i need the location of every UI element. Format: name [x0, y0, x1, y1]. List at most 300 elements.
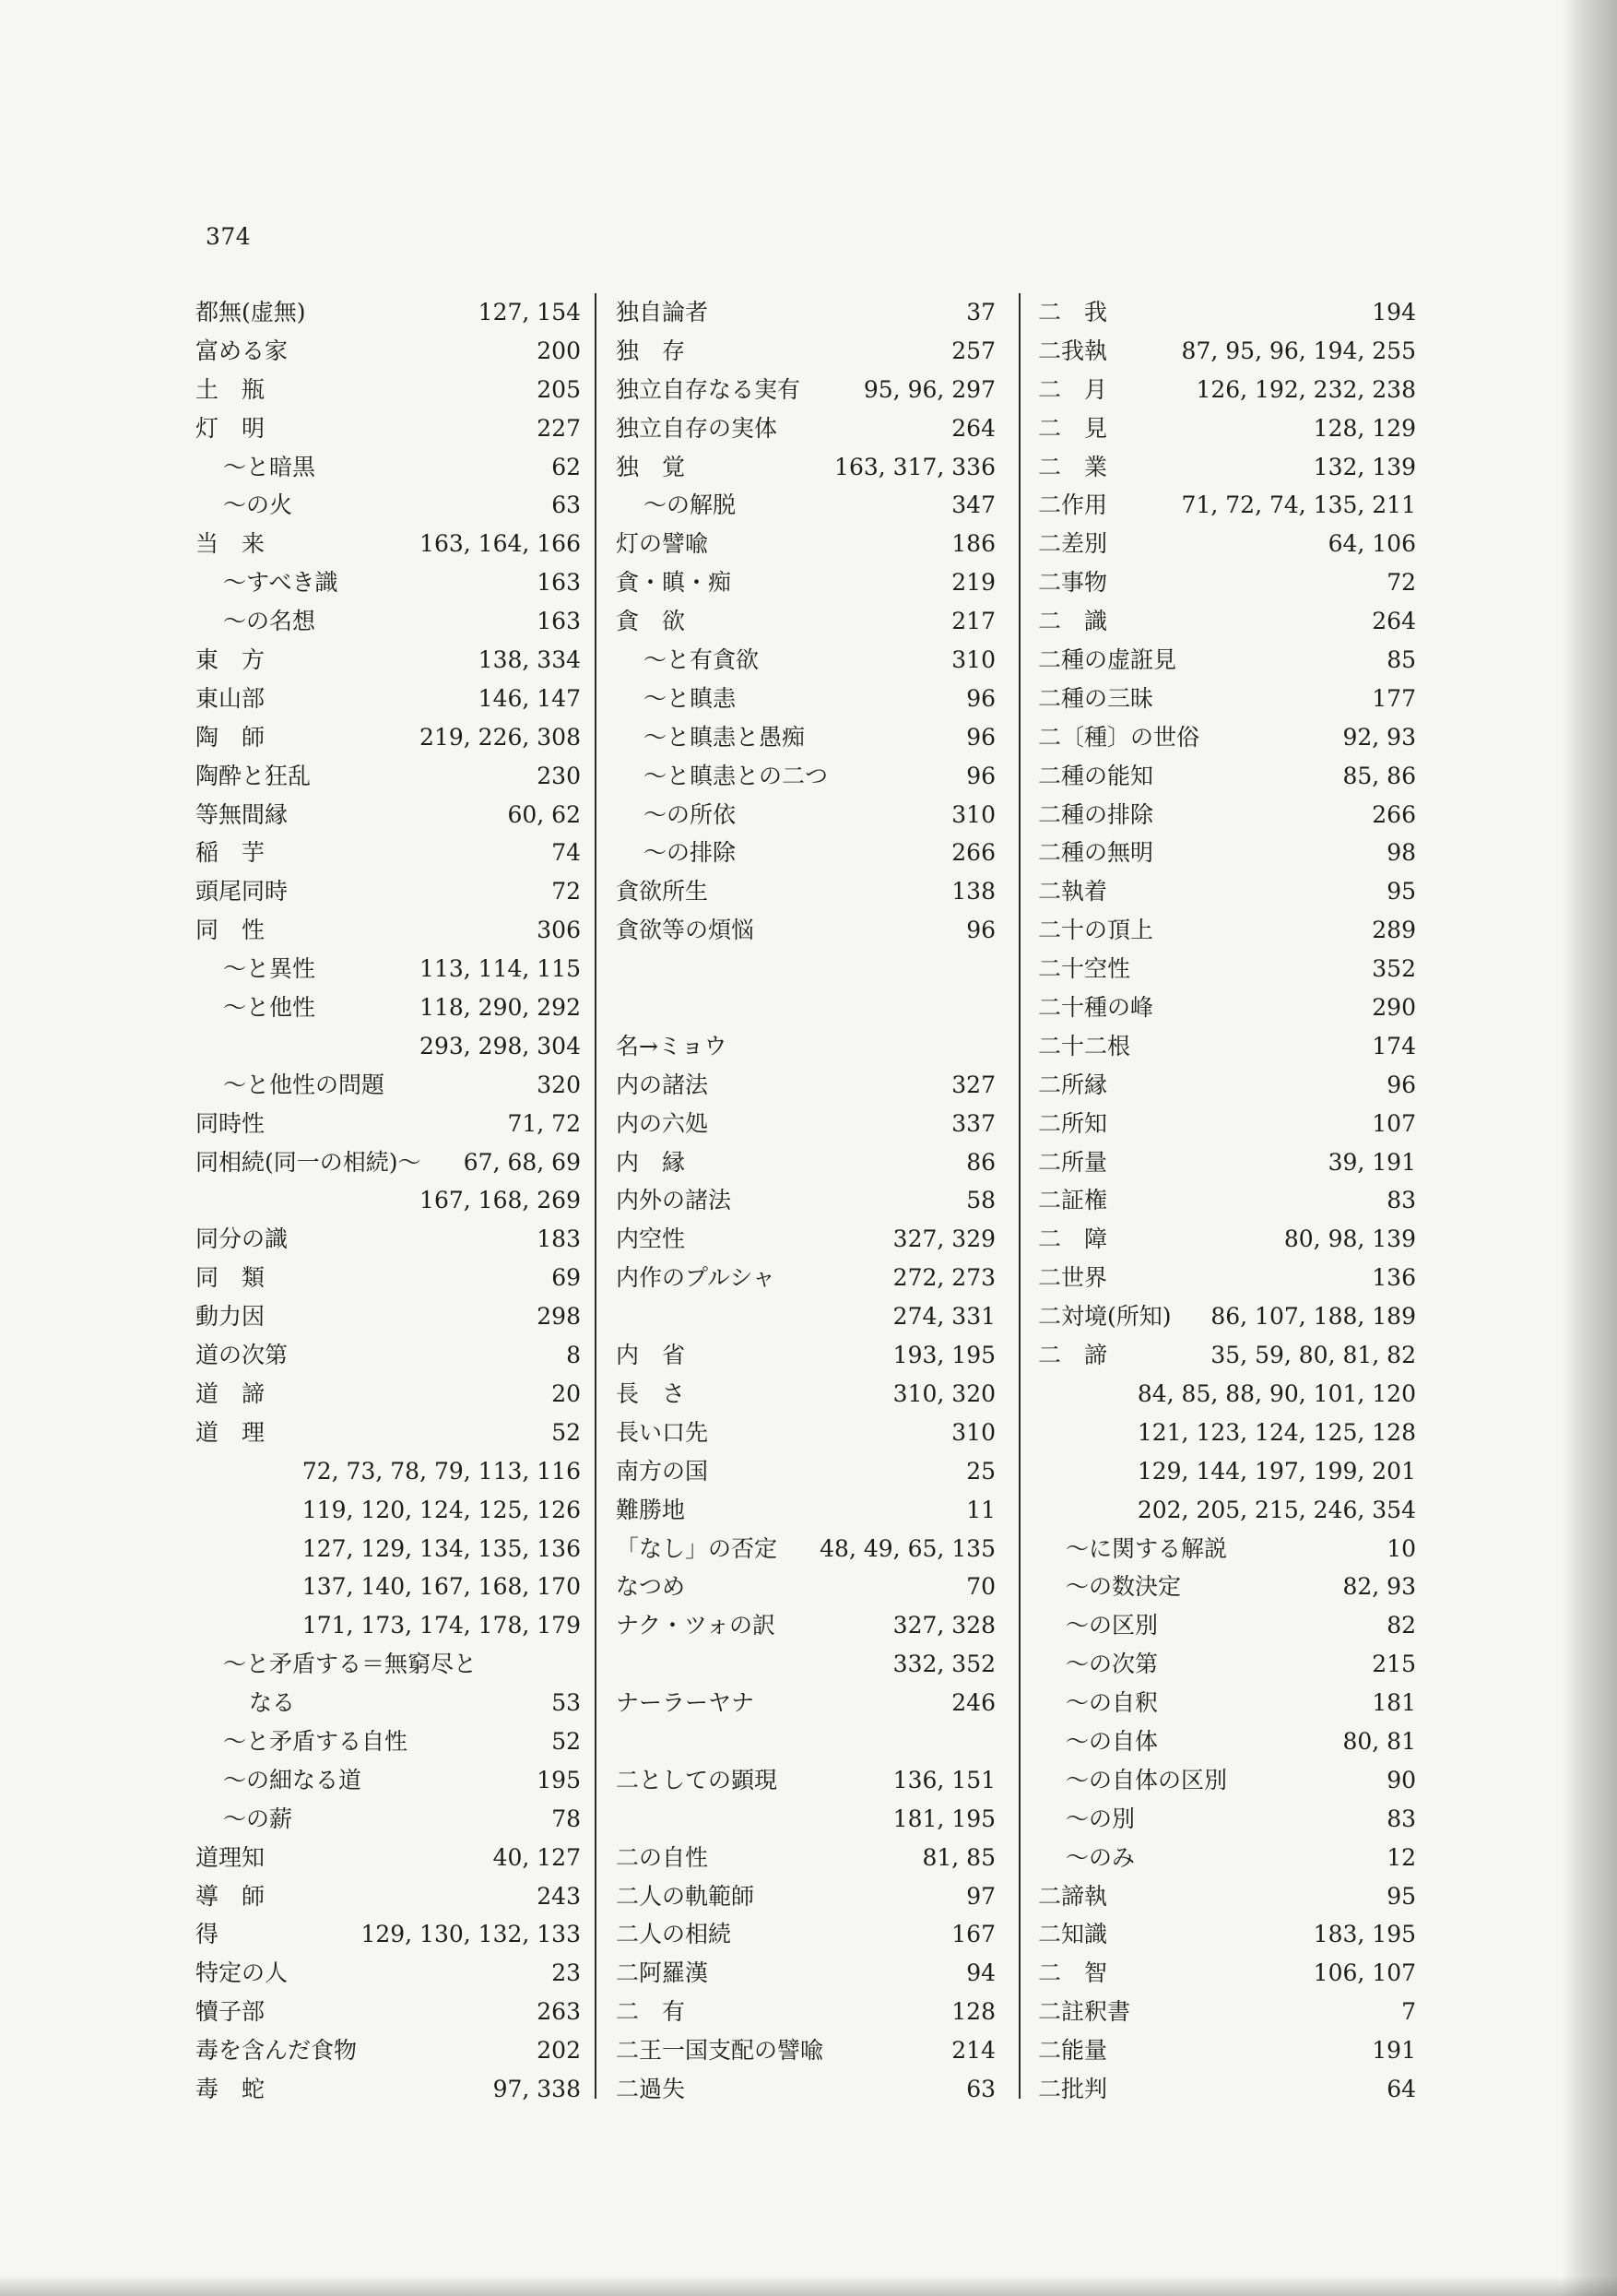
- index-entry: [616, 757, 996, 796]
- index-pages: 174: [1372, 1032, 1416, 1059]
- index-entry: [1038, 641, 1416, 680]
- index-entry: [195, 1027, 581, 1066]
- index-entry: [195, 1568, 581, 1606]
- index-pages: 310, 320: [892, 1379, 996, 1407]
- index-entry: [1038, 1800, 1416, 1839]
- index-pages: 194: [1372, 299, 1416, 325]
- index-entry: [195, 834, 581, 872]
- index-term: 灯 明: [195, 414, 266, 442]
- index-term: ～と瞋恚と愚痴: [643, 723, 806, 751]
- index-pages: 96: [966, 917, 996, 944]
- index-term: 二執着: [1038, 878, 1108, 905]
- index-entry: [195, 796, 581, 834]
- index-entry: [195, 293, 581, 332]
- index-term: なつめ: [616, 1573, 686, 1601]
- index-entry: [1038, 1606, 1416, 1645]
- index-term: 二批判: [1038, 2075, 1108, 2102]
- index-entry: [616, 409, 996, 448]
- index-pages: 7: [1401, 1998, 1416, 2026]
- index-pages: 289: [1372, 917, 1416, 944]
- index-pages: 266: [951, 839, 996, 867]
- index-entry: [616, 1105, 996, 1143]
- index-term: 二能量: [1038, 2037, 1108, 2065]
- index-entry: [1038, 2031, 1416, 2070]
- index-entry: [195, 1993, 581, 2031]
- index-pages: 129, 130, 132, 133: [360, 1921, 581, 1948]
- index-term: 南方の国: [616, 1457, 709, 1485]
- index-entry: [195, 1297, 581, 1336]
- index-term: ～と他性: [223, 994, 316, 1022]
- index-entry: [195, 409, 581, 448]
- index-term: 同時性: [195, 1109, 266, 1137]
- index-term: 長 さ: [616, 1379, 686, 1407]
- index-term: 陶 師: [195, 723, 266, 751]
- index-pages: 96: [966, 762, 996, 789]
- index-entry: [616, 1259, 996, 1297]
- index-pages: 243: [537, 1882, 581, 1910]
- index-pages: 96: [966, 723, 996, 751]
- index-pages: 347: [951, 491, 996, 519]
- index-entry: [616, 1181, 996, 1220]
- index-entry: [1038, 988, 1416, 1027]
- index-term: 貪欲所生: [616, 878, 709, 905]
- index-entry: [1038, 1530, 1416, 1568]
- index-pages: 60, 62: [507, 800, 581, 828]
- index-term: 二 有: [616, 1998, 686, 2026]
- index-pages: 119, 120, 124, 125, 126: [301, 1496, 581, 1523]
- index-pages: 106, 107: [1313, 1959, 1416, 1987]
- index-pages: 127, 129, 134, 135, 136: [301, 1534, 581, 1562]
- index-entry: [616, 1839, 996, 1877]
- index-pages: 78: [551, 1805, 581, 1832]
- index-entry: [616, 1375, 996, 1414]
- index-pages: 205: [537, 375, 581, 403]
- index-pages: 80, 98, 139: [1283, 1225, 1416, 1253]
- index-term: 名→ミョウ: [616, 1032, 727, 1059]
- index-pages: 128, 129: [1313, 414, 1416, 442]
- index-entry: [1038, 1761, 1416, 1800]
- index-entry: [195, 1800, 581, 1839]
- index-entry: [1038, 911, 1416, 950]
- index-pages: 58: [966, 1187, 996, 1214]
- index-pages: 71, 72, 74, 135, 211: [1181, 491, 1416, 519]
- index-pages: 181, 195: [892, 1805, 996, 1832]
- index-entry: [616, 1993, 996, 2031]
- index-entry: [616, 988, 996, 1027]
- index-term: ～の火: [223, 491, 293, 519]
- index-term: 独立自存の実体: [616, 414, 778, 442]
- index-pages: 167, 168, 269: [419, 1187, 581, 1214]
- index-entry: [195, 950, 581, 988]
- index-term: 二阿羅漢: [616, 1959, 709, 1987]
- index-pages: 195: [537, 1766, 581, 1793]
- index-entry: [195, 1530, 581, 1568]
- index-pages: 327, 329: [892, 1225, 996, 1253]
- index-term: 二種の排除: [1038, 800, 1154, 828]
- index-entry: [195, 1220, 581, 1259]
- scan-edge-shadow: [1562, 0, 1617, 2296]
- index-pages: 183: [537, 1225, 581, 1253]
- index-term: 道 諦: [195, 1379, 266, 1407]
- index-entry: [195, 1143, 581, 1182]
- index-pages: 80, 81: [1342, 1727, 1416, 1755]
- index-pages: 113, 114, 115: [419, 955, 581, 983]
- index-term: 土 瓶: [195, 375, 266, 403]
- index-term: ～の排除: [643, 839, 737, 867]
- index-column-3: [1038, 293, 1416, 2109]
- index-entry: [195, 525, 581, 563]
- index-pages: 83: [1387, 1805, 1416, 1832]
- index-entry: [616, 796, 996, 834]
- index-term: なる: [249, 1689, 296, 1717]
- index-entry: [195, 448, 581, 487]
- index-term: ～に関する解説: [1066, 1534, 1228, 1562]
- index-entry: [616, 2070, 996, 2109]
- index-pages: 81, 85: [922, 1843, 996, 1871]
- index-entry: [1038, 1220, 1416, 1259]
- index-pages: 215: [1372, 1651, 1416, 1678]
- index-entry: [1038, 834, 1416, 872]
- index-term: 「なし」の否定: [616, 1534, 778, 1562]
- index-entry: [195, 2070, 581, 2109]
- index-entry: [616, 1530, 996, 1568]
- index-term: 二 業: [1038, 453, 1108, 480]
- index-pages: 64: [1387, 2075, 1416, 2102]
- index-entry: [1038, 1993, 1416, 2031]
- index-term: 二 諦: [1038, 1342, 1108, 1369]
- index-term: 同分の識: [195, 1225, 289, 1253]
- index-pages: 82, 93: [1342, 1573, 1416, 1601]
- index-pages: 310: [951, 800, 996, 828]
- index-term: 二人の軌範師: [616, 1882, 755, 1910]
- index-pages: 264: [1372, 608, 1416, 635]
- index-pages: 181: [1372, 1689, 1416, 1717]
- index-entry: [1038, 1684, 1416, 1722]
- index-term: 二種の虚誑見: [1038, 646, 1177, 674]
- index-term: 道の次第: [195, 1342, 289, 1369]
- index-entry: [1038, 1375, 1416, 1414]
- index-column-2: [616, 293, 996, 2109]
- index-entry: [616, 1606, 996, 1645]
- index-pages: 163, 164, 166: [419, 530, 581, 558]
- index-entry: [616, 1800, 996, 1839]
- index-entry: [1038, 332, 1416, 371]
- index-entry: [195, 1491, 581, 1530]
- index-pages: 94: [966, 1959, 996, 1987]
- index-pages: 23: [551, 1959, 581, 1987]
- index-pages: 83: [1387, 1187, 1416, 1214]
- index-entry: [195, 911, 581, 950]
- index-term: 内作のプルシャ: [616, 1264, 775, 1292]
- index-pages: 95: [1387, 878, 1416, 905]
- index-pages: 167: [951, 1921, 996, 1948]
- index-term: ～の細なる道: [223, 1766, 362, 1793]
- index-entry: [616, 680, 996, 718]
- index-pages: 327, 328: [892, 1612, 996, 1639]
- index-entry: [616, 1297, 996, 1336]
- index-term: 内外の諸法: [616, 1187, 732, 1214]
- index-term: 陶酔と狂乱: [195, 762, 312, 789]
- index-term: 二証権: [1038, 1187, 1108, 1214]
- index-entry: [1038, 1297, 1416, 1336]
- index-pages: 87, 95, 96, 194, 255: [1181, 337, 1416, 364]
- index-entry: [616, 371, 996, 409]
- index-term: 稲 芋: [195, 839, 266, 867]
- index-entry: [616, 293, 996, 332]
- index-term: 貪 欲: [616, 608, 686, 635]
- index-term: ～の薪: [223, 1805, 293, 1832]
- index-entry: [1038, 1336, 1416, 1375]
- index-entry: [616, 1414, 996, 1452]
- index-entry: [195, 1066, 581, 1105]
- index-term: 二 識: [1038, 608, 1108, 635]
- index-entry: [1038, 950, 1416, 988]
- index-term: 二 我: [1038, 299, 1108, 325]
- index-entry: [616, 563, 996, 602]
- index-entry: [195, 988, 581, 1027]
- index-pages: 163: [537, 608, 581, 635]
- index-pages: 95, 96, 297: [863, 375, 996, 403]
- index-entry: [195, 486, 581, 525]
- index-entry: [195, 371, 581, 409]
- index-pages: 264: [951, 414, 996, 442]
- index-entry: [616, 2031, 996, 2070]
- index-entry: [616, 950, 996, 988]
- index-pages: 53: [551, 1689, 581, 1717]
- index-term: 二 月: [1038, 375, 1108, 403]
- index-entry: [195, 1452, 581, 1491]
- index-term: 頭尾同時: [195, 878, 289, 905]
- index-term: 二十空性: [1038, 955, 1131, 983]
- index-pages: 64, 106: [1328, 530, 1416, 558]
- index-term: 二事物: [1038, 569, 1108, 597]
- index-term: ～と瞋恚との二つ: [643, 762, 829, 789]
- index-pages: 163: [537, 569, 581, 597]
- index-entry: [616, 641, 996, 680]
- index-term: 独自論者: [616, 299, 709, 325]
- index-entry: [616, 1066, 996, 1105]
- index-pages: 290: [1372, 994, 1416, 1022]
- index-pages: 266: [1372, 800, 1416, 828]
- index-term: 富める家: [195, 337, 289, 364]
- column-divider: [595, 293, 596, 2099]
- index-pages: 132, 139: [1313, 453, 1416, 480]
- index-term: ～の数決定: [1066, 1573, 1182, 1601]
- index-pages: 298: [537, 1303, 581, 1331]
- index-entry: [616, 1568, 996, 1606]
- index-entry: [1038, 1143, 1416, 1182]
- index-pages: 293, 298, 304: [419, 1032, 581, 1059]
- index-entry: [1038, 1181, 1416, 1220]
- index-entry: [1038, 1722, 1416, 1761]
- index-entry: [1038, 872, 1416, 911]
- index-term: 東山部: [195, 684, 266, 712]
- index-entry: [195, 1105, 581, 1143]
- index-term: 二 智: [1038, 1959, 1108, 1987]
- index-term: 犢子部: [195, 1998, 266, 2026]
- index-term: 毒を含んだ食物: [195, 2037, 358, 2065]
- index-entry: [1038, 1105, 1416, 1143]
- index-entry: [195, 1684, 581, 1722]
- index-term: 二我執: [1038, 337, 1108, 364]
- index-term: 内の六処: [616, 1109, 709, 1137]
- index-pages: 20: [551, 1379, 581, 1407]
- index-pages: 246: [951, 1689, 996, 1717]
- index-entry: [616, 1954, 996, 1993]
- index-pages: 82: [1387, 1612, 1416, 1639]
- index-pages: 121, 123, 124, 125, 128: [1137, 1418, 1416, 1446]
- index-entry: [616, 602, 996, 641]
- index-pages: 219, 226, 308: [419, 723, 581, 751]
- index-term: ～の自体: [1066, 1727, 1159, 1755]
- index-term: ～の名想: [223, 608, 316, 635]
- index-pages: 48, 49, 65, 135: [820, 1534, 996, 1562]
- index-entry: [1038, 1414, 1416, 1452]
- index-term: 長い口先: [616, 1418, 709, 1446]
- index-term: ナーラーヤナ: [616, 1689, 755, 1717]
- index-term: ～と他性の問題: [223, 1071, 385, 1098]
- index-entry: [195, 1761, 581, 1800]
- index-term: 動力因: [195, 1303, 266, 1331]
- index-entry: [195, 332, 581, 371]
- index-term: ～の別: [1066, 1805, 1136, 1832]
- index-term: 内の諸法: [616, 1071, 709, 1098]
- index-term: 難勝地: [616, 1496, 686, 1523]
- index-pages: 62: [551, 453, 581, 480]
- index-pages: 85: [1387, 646, 1416, 674]
- index-term: 二作用: [1038, 491, 1108, 519]
- index-pages: 137, 140, 167, 168, 170: [301, 1573, 581, 1601]
- index-pages: 86: [966, 1148, 996, 1176]
- index-entry: [195, 1259, 581, 1297]
- scan-bottom-shadow: [0, 2276, 1617, 2296]
- index-term: ～すべき識: [223, 569, 338, 597]
- index-pages: 11: [966, 1496, 996, 1523]
- index-term: 二 障: [1038, 1225, 1108, 1253]
- index-term: 二差別: [1038, 530, 1108, 558]
- column-divider: [1019, 293, 1021, 2099]
- index-term: 二種の三昧: [1038, 684, 1154, 712]
- index-pages: 70: [966, 1573, 996, 1601]
- index-pages: 107: [1372, 1109, 1416, 1137]
- index-entry: [1038, 371, 1416, 409]
- index-pages: 129, 144, 197, 199, 201: [1137, 1457, 1416, 1485]
- index-entry: [1038, 602, 1416, 641]
- index-term: 二所量: [1038, 1148, 1108, 1176]
- index-pages: 200: [537, 337, 581, 364]
- index-pages: 12: [1387, 1843, 1416, 1871]
- index-term: 二所縁: [1038, 1071, 1108, 1098]
- index-entry: [195, 680, 581, 718]
- index-pages: 183, 195: [1313, 1921, 1416, 1948]
- index-entry: [1038, 1027, 1416, 1066]
- index-entry: [195, 872, 581, 911]
- index-entry: [616, 1645, 996, 1684]
- index-pages: 327: [951, 1071, 996, 1098]
- index-pages: 74: [551, 839, 581, 867]
- index-entry: [1038, 293, 1416, 332]
- index-pages: 118, 290, 292: [419, 994, 581, 1022]
- index-entry: [195, 718, 581, 757]
- index-term: 独 覚: [616, 453, 686, 480]
- index-term: 特定の人: [195, 1959, 289, 1987]
- index-pages: 191: [1372, 2037, 1416, 2065]
- index-entry: [1038, 525, 1416, 563]
- index-pages: 10: [1387, 1534, 1416, 1562]
- index-entry: [616, 1915, 996, 1954]
- index-term: ～と有貪欲: [643, 646, 760, 674]
- index-pages: 69: [551, 1264, 581, 1292]
- index-term: 二人の相続: [616, 1921, 732, 1948]
- index-pages: 193, 195: [892, 1342, 996, 1369]
- index-entry: [1038, 486, 1416, 525]
- index-pages: 146, 147: [478, 684, 581, 712]
- index-term: 二対境(所知): [1038, 1303, 1172, 1331]
- index-term: 二十種の峰: [1038, 994, 1154, 1022]
- index-pages: 52: [551, 1418, 581, 1446]
- index-term: ～の自釈: [1066, 1689, 1159, 1717]
- index-entry: [616, 834, 996, 872]
- index-entry: [195, 1839, 581, 1877]
- index-entry: [616, 1220, 996, 1259]
- index-term: ～の区別: [1066, 1612, 1159, 1639]
- index-pages: 67, 68, 69: [463, 1148, 581, 1176]
- index-column-1: [195, 293, 581, 2109]
- index-entry: [195, 563, 581, 602]
- index-term: 独立自存なる実有: [616, 375, 801, 403]
- index-pages: 202: [537, 2037, 581, 2065]
- index-pages: 72: [551, 878, 581, 905]
- index-pages: 352: [1372, 955, 1416, 983]
- index-pages: 95: [1387, 1882, 1416, 1910]
- index-entry: [195, 1915, 581, 1954]
- index-term: 当 来: [195, 530, 266, 558]
- index-pages: 126, 192, 232, 238: [1196, 375, 1416, 403]
- index-pages: 35, 59, 80, 81, 82: [1210, 1342, 1416, 1369]
- index-pages: 227: [537, 414, 581, 442]
- index-term: ～と矛盾する自性: [223, 1727, 408, 1755]
- index-pages: 337: [951, 1109, 996, 1137]
- index-term: ～のみ: [1066, 1843, 1136, 1871]
- index-pages: 230: [537, 762, 581, 789]
- index-entry: [1038, 796, 1416, 834]
- index-entry: [1038, 680, 1416, 718]
- index-term: 貪・瞋・痴: [616, 569, 732, 597]
- index-entry: [1038, 563, 1416, 602]
- index-pages: 128: [951, 1998, 996, 2026]
- index-pages: 332, 352: [892, 1651, 996, 1678]
- index-pages: 163, 317, 336: [834, 453, 996, 480]
- index-pages: 320: [537, 1071, 581, 1098]
- index-entry: [195, 757, 581, 796]
- index-entry: [616, 911, 996, 950]
- index-term: 灯の譬喩: [616, 530, 709, 558]
- index-pages: 272, 273: [892, 1264, 996, 1292]
- index-entry: [616, 486, 996, 525]
- index-entry: [1038, 1645, 1416, 1684]
- index-term: 二世界: [1038, 1264, 1108, 1292]
- index-entry: [616, 1336, 996, 1375]
- index-entry: [616, 718, 996, 757]
- index-pages: 97, 338: [492, 2075, 581, 2102]
- index-entry: [1038, 1259, 1416, 1297]
- index-term: 二種の無明: [1038, 839, 1154, 867]
- index-entry: [616, 1761, 996, 1800]
- index-pages: 98: [1387, 839, 1416, 867]
- index-entry: [195, 1877, 581, 1916]
- index-entry: [616, 525, 996, 563]
- index-entry: [195, 1645, 581, 1684]
